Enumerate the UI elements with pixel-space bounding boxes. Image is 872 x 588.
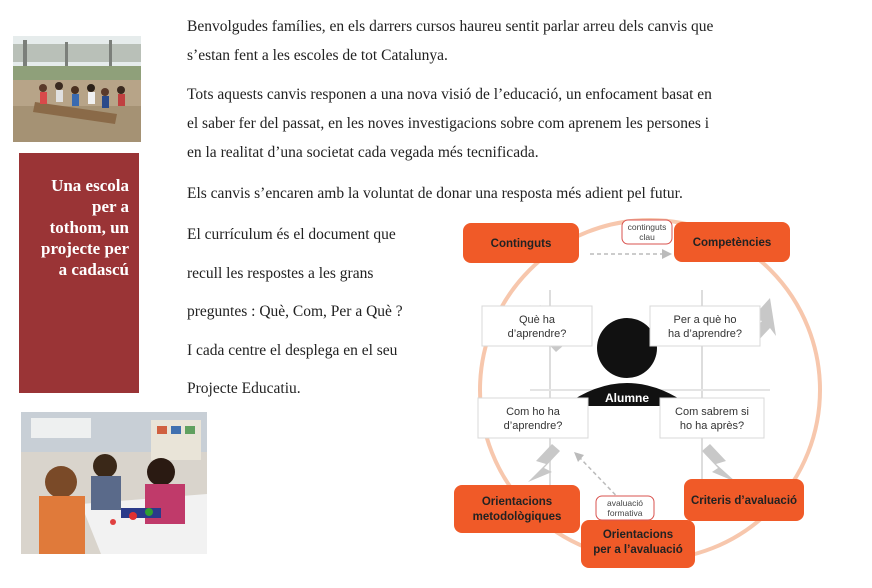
criteria-box <box>684 479 804 521</box>
text-line: el saber fer del passat, en les noves investigacions sobre com aprenem les persones i <box>187 115 710 132</box>
question-line: ha d’aprendre? <box>667 328 743 340</box>
question-why-box <box>650 306 760 346</box>
assessment-orientation-box <box>581 520 695 568</box>
curriculum-paragraph <box>187 216 403 409</box>
question-what-box <box>482 306 592 346</box>
tag-line: clau <box>639 232 655 242</box>
playground-photo <box>13 36 141 142</box>
corner-label: per a l’avaluació <box>593 544 683 556</box>
question-how-box <box>478 398 588 438</box>
tag-line: avaluació <box>607 498 643 508</box>
question-line: d’aprendre? <box>507 328 567 340</box>
question-line: Què ha <box>518 314 556 326</box>
text-line: Els canvis s’encaren amb la voluntat de donar una resposta més adient pel futur. <box>187 185 683 202</box>
corner-label: metodològiques <box>472 511 562 523</box>
text-line: Projecte Educatiu. <box>187 380 301 397</box>
text-line: Tots aquests canvis responen a una nova visió de l’educació, un enfocament basat en <box>187 86 712 103</box>
corner-label: Orientacions <box>602 529 674 541</box>
classroom-photo <box>21 412 207 554</box>
sidebar-motto <box>19 153 139 393</box>
motto-line: per a <box>92 197 129 216</box>
text-line: preguntes : Què, Com, Per a Què ? <box>187 303 403 320</box>
tag-line: continguts <box>627 222 667 232</box>
corner-label: Competències <box>692 237 772 249</box>
motto-line: tothom, un <box>49 218 129 237</box>
formative-assessment-tag <box>596 496 654 520</box>
question-line: ho ha après? <box>679 420 745 432</box>
competencies-box <box>674 222 790 262</box>
tag-line: formativa <box>607 508 643 518</box>
corner-label: Continguts <box>490 238 552 250</box>
key-contents-tag <box>622 220 672 244</box>
motto-line: Una escola <box>51 176 129 195</box>
center-label: Alumne <box>604 391 650 405</box>
curriculum-diagram <box>440 210 860 580</box>
question-line: d’aprendre? <box>503 420 563 432</box>
motto-line: projecte per <box>41 239 129 258</box>
arrow-down-left <box>528 444 560 482</box>
question-know-box <box>660 398 764 438</box>
text-line: El currículum és el document que <box>187 226 396 243</box>
question-line: Com ho ha <box>506 406 560 418</box>
text-line: s’estan fent a les escoles de tot Catalunya. <box>187 47 448 64</box>
contents-box <box>463 223 579 263</box>
text-line: I cada centre el desplega en el seu <box>187 341 398 359</box>
changes-paragraph <box>187 80 712 167</box>
text-line: en la realitat d’una societat cada vegada més tecnificada. <box>187 144 539 161</box>
text-line: Benvolgudes famílies, en els darrers cursos haureu sentit parlar arreu dels canvis que <box>187 18 714 35</box>
methodology-box <box>454 485 580 533</box>
arrow-down-right <box>702 444 736 482</box>
question-line: Per a què ho <box>673 314 737 326</box>
future-paragraph <box>187 179 683 208</box>
motto-line: a cadascú <box>58 260 129 279</box>
corner-label: Criteris d’avaluació <box>690 495 798 507</box>
question-line: Com sabrem si <box>675 406 749 418</box>
intro-paragraph <box>187 12 713 70</box>
corner-label: Orientacions <box>481 496 553 508</box>
text-line: recull les respostes a les grans <box>187 264 374 282</box>
